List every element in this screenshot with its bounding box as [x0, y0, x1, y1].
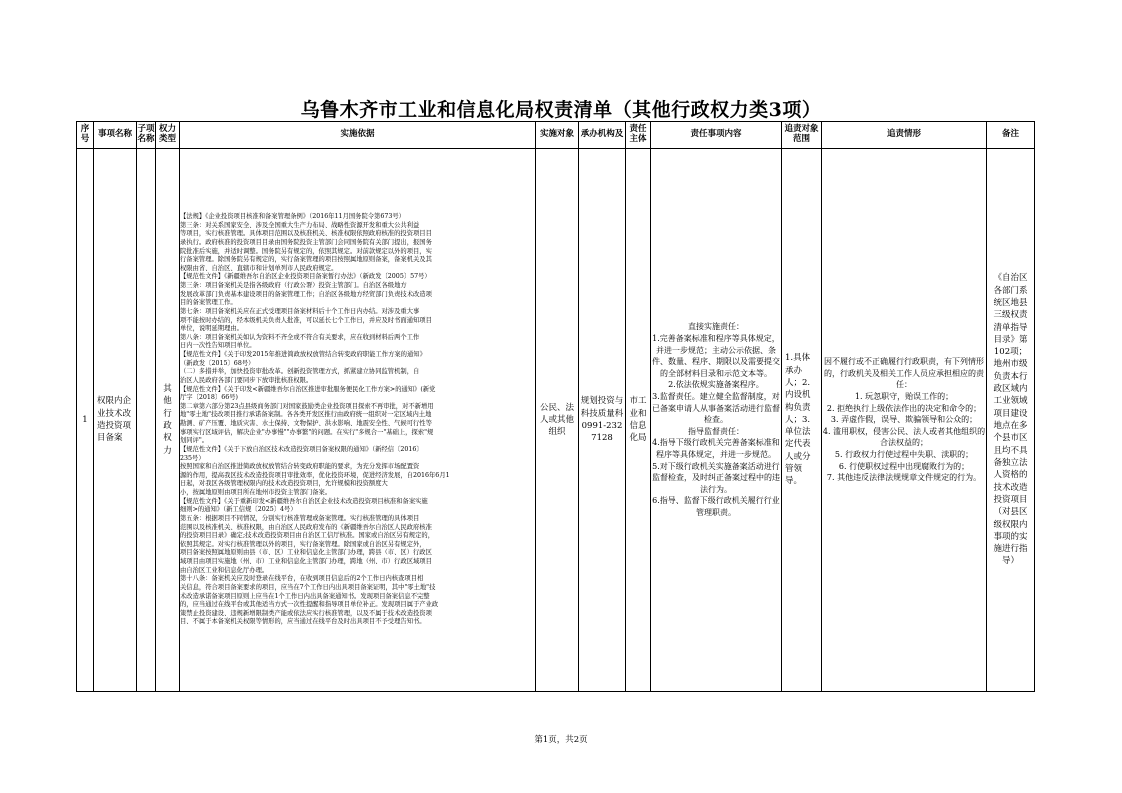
basis-line: 目的备案管理工作。: [180, 299, 237, 307]
cell-pursue-scope: 1.具体承办人；2.内设机构负责人；3.单位法定代表人或分管领导。: [782, 149, 822, 692]
pursue-line: 2. 拒绝执行上级依法作出的决定和命令的；: [826, 403, 982, 413]
cell-remark: 《自治区各部门系统区地县三级权责清单指导目录》第102项；地州市级负责本行政区域内工业领域项目建设地点在多个县市区且均不具备独立法人资格的技术改造投资项目（对县区级权限内事项的实施进行指导）: [987, 149, 1035, 692]
basis-line: 第十八条：备案机关应及时登录在线平台，在收到项目信息后的2个工作日内核查项目相: [180, 575, 424, 583]
basis-line: 【法规】《企业投资项目核准和备案管理条例》（2016年11月国务院令第673号）: [180, 213, 405, 220]
basis-text: [180, 213, 535, 627]
page-footer: 第1页，共2页: [534, 735, 588, 745]
basis-line: 录执行。政府核准的投资项目目录由国务院投资主管部门会同国务院有关部门提出，报国务: [180, 238, 432, 246]
header-pursue-scope: 追责对象范围: [782, 122, 822, 149]
basis-line: 等项目，实行核准管理。具体项目范围以及核准机关、核准权限依照政府核准的投资项目目: [180, 230, 432, 238]
duty-text: [651, 321, 781, 518]
basis-line: 的，应当通过在线平台或其他适当方式一次性提醒和指导项目单位补正。发现项目属于产业政: [180, 601, 439, 609]
cell-basis: [180, 149, 536, 692]
basis-line: 源的作用，提高我区技术改造投资项目审批效率，优化投资环境，促进经济发展，自2016年6月1: [180, 471, 450, 479]
header-target: 实施对象: [536, 122, 579, 149]
basis-line: 的投资项目目录》确定;技术改造投资项目由自治区工信厅核准。国家或自治区另有规定的，: [180, 532, 434, 540]
cell-pursue-cases: [822, 149, 987, 692]
pursue-line: 3. 弄虚作假，误导、欺骗领导和公众的；: [830, 415, 978, 425]
duty-line: 3.监督责任。建立健全监督制度，对已备案申请人从事备案活动进行监督检查。: [652, 392, 780, 425]
basis-line: 由自治区工业和信息化厅办理。: [180, 566, 269, 574]
pursue-line: 4. 滥用职权，侵害公民、法人或者其他组织的合法权益的；: [822, 426, 986, 448]
pursue-line: 因不履行或不正确履行行政职责，有下列情形的，行政机关及相关工作人员应承担相应的责任：: [824, 357, 984, 390]
basis-line: 【规范性文件】《关于下放自治区技术改造投资项目备案权限的通知》（新经信〔2016〕: [180, 445, 423, 453]
cell-sub-item-name: [137, 149, 156, 692]
cell-agency: 规划投资与科技质量科 0991-2327128: [579, 149, 626, 692]
cell-target: 公民、法人或其他组织: [536, 149, 579, 692]
basis-line: 第七条：项目备案机关应在正式受理项目备案材料后十个工作日内办结。对涉及重大事: [180, 307, 420, 315]
cell-seq: 1: [77, 149, 94, 692]
header-basis: 实施依据: [180, 122, 536, 149]
duty-line: 指导监督责任：: [688, 426, 744, 436]
basis-line: 【规范性文件】《新疆维吾尔自治区企业投资项目备案暂行办法》（新政发〔2005〕57号）: [180, 273, 431, 281]
header-row: [77, 122, 1035, 149]
table-row: [77, 149, 1035, 692]
basis-line: 发展改革部门负责基本建设项目的备案管理工作；自治区各级地方经贸部门负责技术改造项: [180, 290, 432, 298]
basis-line: 第五条：根据项目不同情况，分别实行核准管理或备案管理。实行核准管理的具体项目: [180, 514, 420, 522]
basis-line: 【规范性文件】《关于印发<新疆维吾尔自治区推进审批服务便民化工作方案>的通知》(新党: [180, 385, 436, 393]
responsibility-table: [76, 121, 1035, 692]
basis-line: 治区人民政府各部门要同步下放审批核准权限。: [180, 376, 313, 384]
header-sub-item-name: 子项名称: [137, 122, 156, 149]
basis-line: 事项实行区域评估，解决企业"办事慢""办事繁"的问题。在实行"多规合一"基础上，探索"规: [180, 428, 434, 436]
basis-line: 日内一次性告知项目单位。: [180, 342, 256, 350]
basis-line: 日起，对我区各级管理权限内的技术改造投资项目，允许规模和投资额度大: [180, 480, 388, 488]
header-item-name: 事项名称: [94, 122, 137, 149]
basis-line: 235号）: [180, 454, 205, 462]
basis-line: 关信息，符合项目备案要求的项目，应当在7个工作日内出具项目备案证明，其中"零土地"技: [180, 583, 436, 591]
basis-line: 第二章第六部分第23点县级商务部门对国家鼓励类企业投资项目探索不再审批，对不新增用: [180, 402, 434, 410]
header-pursue-cases: 追责情形: [822, 122, 987, 149]
basis-line: 【规范性文件】《关于重新印发<新疆维吾尔自治区企业技术改造投资项目核准和备案实施: [180, 497, 428, 505]
duty-line: 4.指导下级行政机关完善备案标准和程序等具体规定，并进一步规范。: [652, 438, 780, 459]
basis-line: 单位，说明延期理由。: [180, 325, 243, 333]
duty-line: 6.指导、监督下级行政机关履行行业管理职责。: [652, 496, 780, 517]
basis-line: 院批准后实施，并适时调整。国务院另有规定的，依照其规定。对前款规定以外的项目，实: [180, 247, 432, 255]
page-title: 乌鲁木齐市工业和信息化局权责清单（其他行政权力类3项）: [300, 99, 822, 121]
duty-line: 直接实施责任：: [688, 322, 744, 332]
header-duty: 责任事项内容: [651, 122, 782, 149]
pursue-line: 6. 行使职权过程中出现腐败行为的；: [838, 461, 970, 471]
basis-line: （新政发〔2015〕68号）: [180, 359, 255, 367]
basis-line: 第三条：项目备案机关是指各级政府（行政公署）投资主管部门。自治区各级地方: [180, 282, 407, 289]
basis-line: 依照其规定。对实行核准管理以外的项目，实行备案管理。除国家或自治区另有规定外，: [180, 540, 426, 548]
basis-line: 划同评"。: [180, 437, 209, 445]
basis-line: 细则>的通知》（新工信规〔2025〕4号）: [180, 506, 297, 514]
basis-line: 地"零土地"技改项目推行承诺备案制。各各类开发区推行由政府统一组织对一定区域内土地: [180, 411, 432, 419]
basis-line: 策禁止投资建设、违规新增限制类产能或依法应实行核准管理，以及不属于技术改造投资项: [180, 609, 432, 617]
duty-line: 2.依法依规实施备案程序。: [668, 380, 764, 390]
basis-line: 项目备案按照属地原则由县（市、区）工业和信息化主管部门办理，跨县（市、区）行政区: [180, 549, 432, 557]
pursue-line: 1. 玩忽职守，贻误工作的；: [854, 392, 954, 402]
pursue-line: 7. 其他违反法律法规规章文件规定的行为。: [826, 473, 982, 483]
basis-line: 勘测、矿产压覆、地质灾害、水土保持、文物保护、洪水影响、地震安全性、气候可行性等: [180, 420, 432, 427]
basis-line: 第八条：项目备案机关如认为资料不齐全或不符合有关要求，应在收到材料后两个工作: [180, 333, 420, 341]
header-power-type: 权力类型: [156, 122, 180, 149]
duty-line: 5.对下级行政机关实施备案活动进行监督检查，及时纠正备案过程中的违法行为。: [652, 461, 780, 494]
cell-power-type: 其他行政权力: [156, 149, 180, 692]
basis-line: （二）多措并举，加快投资审批改革。创新投资管理方式，抓紧建立协同监管机制，自: [180, 368, 420, 376]
basis-line: 【规范性文件】《关于印发2015年推进简政放权放管结合转变政府职能工作方案的通知》: [180, 351, 426, 358]
pursue-text: [822, 356, 986, 484]
header-subject: 责任主体: [626, 122, 651, 149]
basis-line: 术改造承诺备案项目原则上应当在1个工作日内出具备案通知书。发现项目备案信息不完整: [180, 592, 430, 600]
cell-item-name: 权限内企业技术改造投资项目备案: [94, 149, 137, 692]
cell-subject: 市工业和信息化局: [626, 149, 651, 692]
duty-line: 1.完善备案标准和程序等具体规定，并进一步规范；主动公示依据、条件、数量、程序、期限以及需要提交的全部材料目录和示范文本等。: [652, 334, 780, 378]
basis-line: 小，按属地原则由项目所在地州市投资主管部门备案。: [180, 489, 332, 496]
basis-line: 项不能按时办结的，经本级机关负责人批准，可以延长七个工作日，并应及时书面通知项目: [180, 316, 432, 324]
basis-line: 按照国家和自治区推进简政放权放管结合转变政府职能的要求，为充分发挥市场配置资: [180, 463, 420, 471]
basis-line: 行备案管理。除国务院另有规定的，实行备案管理的项目按照属地原则备案，备案机关及其: [180, 256, 432, 264]
header-remark: 备注: [987, 122, 1035, 149]
basis-line: 范围以及核准机关、核准权限，由自治区人民政府发布的《新疆维吾尔自治区人民政府核准: [180, 523, 432, 531]
pursue-line: 5. 行政权力行使过程中失职、渎职的；: [834, 449, 974, 459]
cell-duty: [651, 149, 782, 692]
basis-line: 权限由省、自治区、直辖市和计划单列市人民政府规定。: [180, 264, 338, 272]
header-seq: 序号: [77, 122, 94, 149]
basis-line: 厅字〔2018〕66号): [180, 394, 238, 402]
header-agency: 承办机构及: [579, 122, 626, 149]
basis-line: 域项目由项目实施地（州、市）工业和信息化主管部门办理，跨地（州、市）行政区域项目: [180, 558, 432, 565]
basis-line: 目、不属于本备案机关权限等情形的，应当通过在线平台及时出具项目不予受理告知书。: [180, 618, 426, 626]
basis-line: 第三条：对关系国家安全、涉及全国重大生产力布局、战略性资源开发和重大公共利益: [180, 221, 420, 229]
